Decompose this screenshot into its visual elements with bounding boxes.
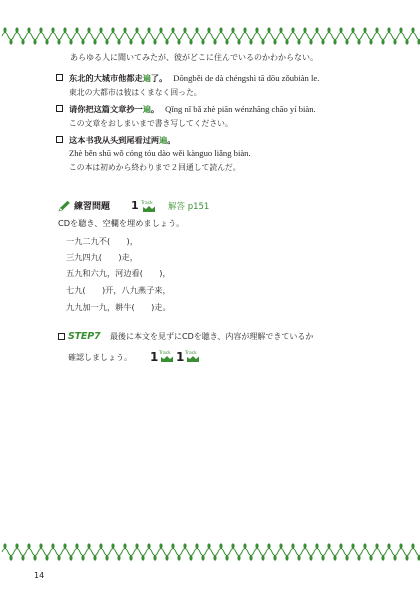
vine-segment: [194, 33, 206, 40]
zh-highlight: 遍: [159, 135, 168, 145]
zh-highlight: 遍: [142, 104, 151, 114]
exercise-line-2: 三九四九( )走，: [66, 252, 138, 262]
vine-segment: [350, 549, 362, 556]
leaf: [195, 543, 198, 548]
answer-reference: 解答 p151: [168, 202, 210, 212]
vine-segment: [86, 549, 98, 556]
vine-segment: [26, 549, 38, 556]
leaf: [87, 27, 90, 32]
zh-highlight: 遍: [142, 73, 151, 83]
leaf: [165, 39, 168, 44]
leaf: [15, 27, 18, 32]
leaf: [93, 39, 96, 44]
zh-text: 请你把这篇文章抄一: [69, 104, 143, 114]
leaf: [207, 27, 210, 32]
vine-segment: [62, 33, 74, 40]
vine-segment: [374, 549, 386, 556]
leaf: [141, 555, 144, 560]
leaf: [225, 39, 228, 44]
vine-segment: [14, 33, 26, 40]
leaf: [225, 555, 228, 560]
vine-segment: [2, 33, 14, 40]
leaf: [243, 27, 246, 32]
exercise-line-3: 五九和六九，河边看( )，: [66, 268, 171, 278]
leaf: [135, 27, 138, 32]
vine-segment: [50, 549, 62, 556]
leaf: [21, 555, 24, 560]
vine-segment: [278, 33, 290, 40]
leaf: [345, 555, 348, 560]
chinese-sentence: [69, 135, 175, 145]
vine-segment: [362, 549, 374, 556]
leaf: [147, 27, 150, 32]
vine-segment: [338, 549, 350, 556]
leaf: [219, 543, 222, 548]
vine-segment: [266, 549, 278, 556]
leaf: [81, 555, 84, 560]
leaf: [255, 543, 258, 548]
pinyin: Dōngběi de dà chéngshì tā dōu zǒubiàn le.: [173, 73, 320, 83]
leaf: [315, 27, 318, 32]
vine-segment: [398, 33, 410, 40]
leaf: [99, 27, 102, 32]
vine-segment: [326, 33, 338, 40]
leaf: [303, 27, 306, 32]
leaf: [273, 555, 276, 560]
leaf: [237, 555, 240, 560]
leaf: [63, 543, 66, 548]
pencil-icon: [58, 200, 71, 212]
leaf: [339, 27, 342, 32]
vine-segment: [62, 549, 74, 556]
vine-segment: [266, 33, 278, 40]
leaf: [381, 555, 384, 560]
leaf: [351, 27, 354, 32]
chinese-sentence: [69, 104, 316, 114]
vine-segment: [290, 549, 302, 556]
leaf: [33, 39, 36, 44]
leaf: [327, 543, 330, 548]
vine-segment: [302, 33, 314, 40]
japanese-translation: この本は初めから終わりまで２回通して読んだ。: [69, 163, 241, 172]
vine-segment: [230, 549, 242, 556]
leaf: [129, 39, 132, 44]
leaf: [57, 39, 60, 44]
leaf: [333, 39, 336, 44]
leaf: [69, 39, 72, 44]
leaf: [117, 39, 120, 44]
leaf: [213, 555, 216, 560]
leaf: [201, 39, 204, 44]
svg-text:Track: Track: [159, 351, 171, 356]
checkbox-icon[interactable]: [56, 74, 63, 81]
step-text-line-2: 確認しましょう。: [68, 353, 132, 362]
leaf: [321, 555, 324, 560]
vine-segment: [158, 33, 170, 40]
svg-text:Track: Track: [185, 351, 197, 356]
checkbox-icon[interactable]: [56, 136, 63, 143]
leaf: [183, 27, 186, 32]
vine-segment: [314, 549, 326, 556]
leaf: [75, 27, 78, 32]
leaf: [231, 27, 234, 32]
vine-segment: [362, 33, 374, 40]
track-number: 1: [131, 199, 139, 212]
leaf: [93, 555, 96, 560]
leaf: [123, 27, 126, 32]
vine-segment: [398, 549, 410, 556]
leaf: [393, 39, 396, 44]
leaf: [141, 39, 144, 44]
leaf: [387, 27, 390, 32]
leaf: [411, 543, 414, 548]
leaf: [255, 27, 258, 32]
leaf: [213, 39, 216, 44]
leaf: [315, 543, 318, 548]
leaf: [105, 555, 108, 560]
vine-segment: [38, 549, 50, 556]
vine-segment: [386, 33, 398, 40]
leaf: [267, 27, 270, 32]
exercise-title: 練習問題: [74, 202, 111, 212]
leaf: [117, 555, 120, 560]
leaf: [261, 39, 264, 44]
leaf: [357, 39, 360, 44]
leaf: [105, 39, 108, 44]
vine-segment: [338, 33, 350, 40]
leaf: [309, 555, 312, 560]
vine-segment: [314, 33, 326, 40]
vine-segment: [278, 549, 290, 556]
vine-segment: [326, 549, 338, 556]
leaf: [375, 27, 378, 32]
intro-line: あらゆる人に聞いてみたが、彼がどこに住んでいるのかわからない。: [70, 53, 318, 62]
leaf: [75, 543, 78, 548]
leaf: [15, 543, 18, 548]
leaf: [249, 39, 252, 44]
vine-segment: [146, 549, 158, 556]
cd-track-icon: [140, 199, 160, 213]
leaf: [123, 543, 126, 548]
leaf: [267, 543, 270, 548]
bottom-ornamental-border: [0, 542, 420, 562]
vine-segment: [254, 549, 266, 556]
leaf: [165, 555, 168, 560]
vine-segment: [410, 33, 420, 40]
vine-segment: [350, 33, 362, 40]
vine-segment: [158, 549, 170, 556]
leaf: [3, 27, 6, 32]
track-number: 1: [176, 350, 185, 364]
leaf: [243, 543, 246, 548]
leaf: [297, 555, 300, 560]
leaf: [399, 543, 402, 548]
exercise-line-5: 九九加一九，耕牛( )走。: [66, 302, 171, 312]
leaf: [339, 543, 342, 548]
leaf: [69, 555, 72, 560]
vine-segment: [206, 33, 218, 40]
leaf: [279, 27, 282, 32]
step-text-line-1: 最後に本文を見ずにCDを聴き、内容が理解できているか: [110, 332, 314, 341]
leaf: [45, 555, 48, 560]
leaf: [405, 39, 408, 44]
leaf: [39, 543, 42, 548]
leaf: [249, 555, 252, 560]
leaf: [9, 39, 12, 44]
leaf: [135, 543, 138, 548]
leaf: [291, 543, 294, 548]
vine-segment: [230, 33, 242, 40]
vine-segment: [134, 33, 146, 40]
vine-segment: [14, 549, 26, 556]
leaf: [393, 555, 396, 560]
leaf: [231, 543, 234, 548]
vine-segment: [38, 33, 50, 40]
svg-text:Track: Track: [141, 201, 153, 206]
leaf: [195, 27, 198, 32]
leaf: [159, 27, 162, 32]
leaf: [99, 543, 102, 548]
vine-segment: [182, 549, 194, 556]
vine-segment: [74, 549, 86, 556]
vine-segment: [386, 549, 398, 556]
vine-segment: [122, 33, 134, 40]
leaf: [27, 27, 30, 32]
vine-segment: [86, 33, 98, 40]
leaf: [171, 543, 174, 548]
vine-segment: [170, 33, 182, 40]
leaf: [129, 555, 132, 560]
leaf: [237, 39, 240, 44]
exercise-line-4: 七九( )开，八九燕子来，: [66, 285, 171, 295]
leaf: [183, 543, 186, 548]
leaf: [369, 555, 372, 560]
leaf: [351, 543, 354, 548]
leaf: [189, 39, 192, 44]
pinyin: Qǐng nǐ bǎ zhè piān wénzhāng chāo yí biàn.: [165, 104, 316, 114]
vine-segment: [182, 33, 194, 40]
leaf: [303, 543, 306, 548]
leaf: [189, 555, 192, 560]
vine-segment: [98, 33, 110, 40]
leaf: [177, 555, 180, 560]
leaf: [327, 27, 330, 32]
vine-segment: [110, 33, 122, 40]
leaf: [345, 39, 348, 44]
pinyin: Zhè běn shū wǒ cóng tóu dào wěi kànguo liǎng biàn.: [69, 148, 251, 158]
vine-segment: [170, 549, 182, 556]
leaf: [51, 543, 54, 548]
leaf: [273, 39, 276, 44]
leaf: [57, 555, 60, 560]
checkbox-icon[interactable]: [58, 333, 65, 340]
vine-segment: [2, 549, 14, 556]
leaf: [297, 39, 300, 44]
leaf: [279, 543, 282, 548]
leaf: [111, 543, 114, 548]
cd-track-icon: [184, 349, 202, 363]
zh-text: 东北的大城市他都走: [69, 73, 143, 83]
cd-track-icon: [158, 349, 176, 363]
leaf: [219, 27, 222, 32]
leaf: [9, 555, 12, 560]
leaf: [399, 27, 402, 32]
vine-segment: [410, 549, 420, 556]
vine-segment: [242, 33, 254, 40]
leaf: [321, 39, 324, 44]
leaf: [369, 39, 372, 44]
vine-segment: [134, 549, 146, 556]
exercise-instruction: CDを聴き、空欄を埋めましょう。: [58, 218, 185, 228]
leaf: [153, 39, 156, 44]
checkbox-icon[interactable]: [56, 105, 63, 112]
leaf: [411, 27, 414, 32]
leaf: [291, 27, 294, 32]
vine-segment: [26, 33, 38, 40]
leaf: [201, 555, 204, 560]
leaf: [21, 39, 24, 44]
leaf: [159, 543, 162, 548]
leaf: [177, 39, 180, 44]
leaf: [207, 543, 210, 548]
leaf: [387, 543, 390, 548]
leaf: [333, 555, 336, 560]
leaf: [285, 555, 288, 560]
leaf: [33, 555, 36, 560]
zh-text-end: 。: [150, 104, 160, 114]
top-ornamental-border: [0, 26, 420, 46]
page-number: 14: [34, 571, 45, 580]
vine-segment: [122, 549, 134, 556]
leaf: [51, 27, 54, 32]
vine-segment: [146, 33, 158, 40]
chinese-sentence: [69, 73, 319, 83]
zh-text-end: 。: [167, 135, 176, 145]
leaf: [357, 555, 360, 560]
japanese-translation: この文章をおしまいまで書き写してください。: [69, 119, 233, 128]
track-number: 1: [150, 350, 159, 364]
exercise-line-1: 一九二九不( )，: [66, 236, 138, 246]
leaf: [375, 543, 378, 548]
leaf: [363, 27, 366, 32]
leaf: [39, 27, 42, 32]
vine-segment: [218, 33, 230, 40]
leaf: [87, 543, 90, 548]
leaf: [309, 39, 312, 44]
leaf: [261, 555, 264, 560]
vine-segment: [302, 549, 314, 556]
leaf: [363, 543, 366, 548]
leaf: [45, 39, 48, 44]
zh-text: 这本书我从头到尾看过两: [69, 135, 160, 145]
vine-segment: [218, 549, 230, 556]
vine-segment: [98, 549, 110, 556]
leaf: [3, 543, 6, 548]
leaf: [147, 543, 150, 548]
vine-segment: [254, 33, 266, 40]
vine-segment: [74, 33, 86, 40]
vine-segment: [110, 549, 122, 556]
leaf: [81, 39, 84, 44]
japanese-translation: 東北の大都市は彼はくまなく回った。: [69, 88, 202, 97]
leaf: [111, 27, 114, 32]
leaf: [171, 27, 174, 32]
leaf: [27, 543, 30, 548]
leaf: [285, 39, 288, 44]
vine-segment: [290, 33, 302, 40]
zh-text-end: 了。: [150, 73, 168, 83]
vine-segment: [206, 549, 218, 556]
leaf: [381, 39, 384, 44]
vine-segment: [50, 33, 62, 40]
step-label: STEP7: [68, 331, 101, 342]
leaf: [63, 27, 66, 32]
vine-segment: [242, 549, 254, 556]
vine-segment: [374, 33, 386, 40]
leaf: [405, 555, 408, 560]
vine-segment: [194, 549, 206, 556]
leaf: [153, 555, 156, 560]
